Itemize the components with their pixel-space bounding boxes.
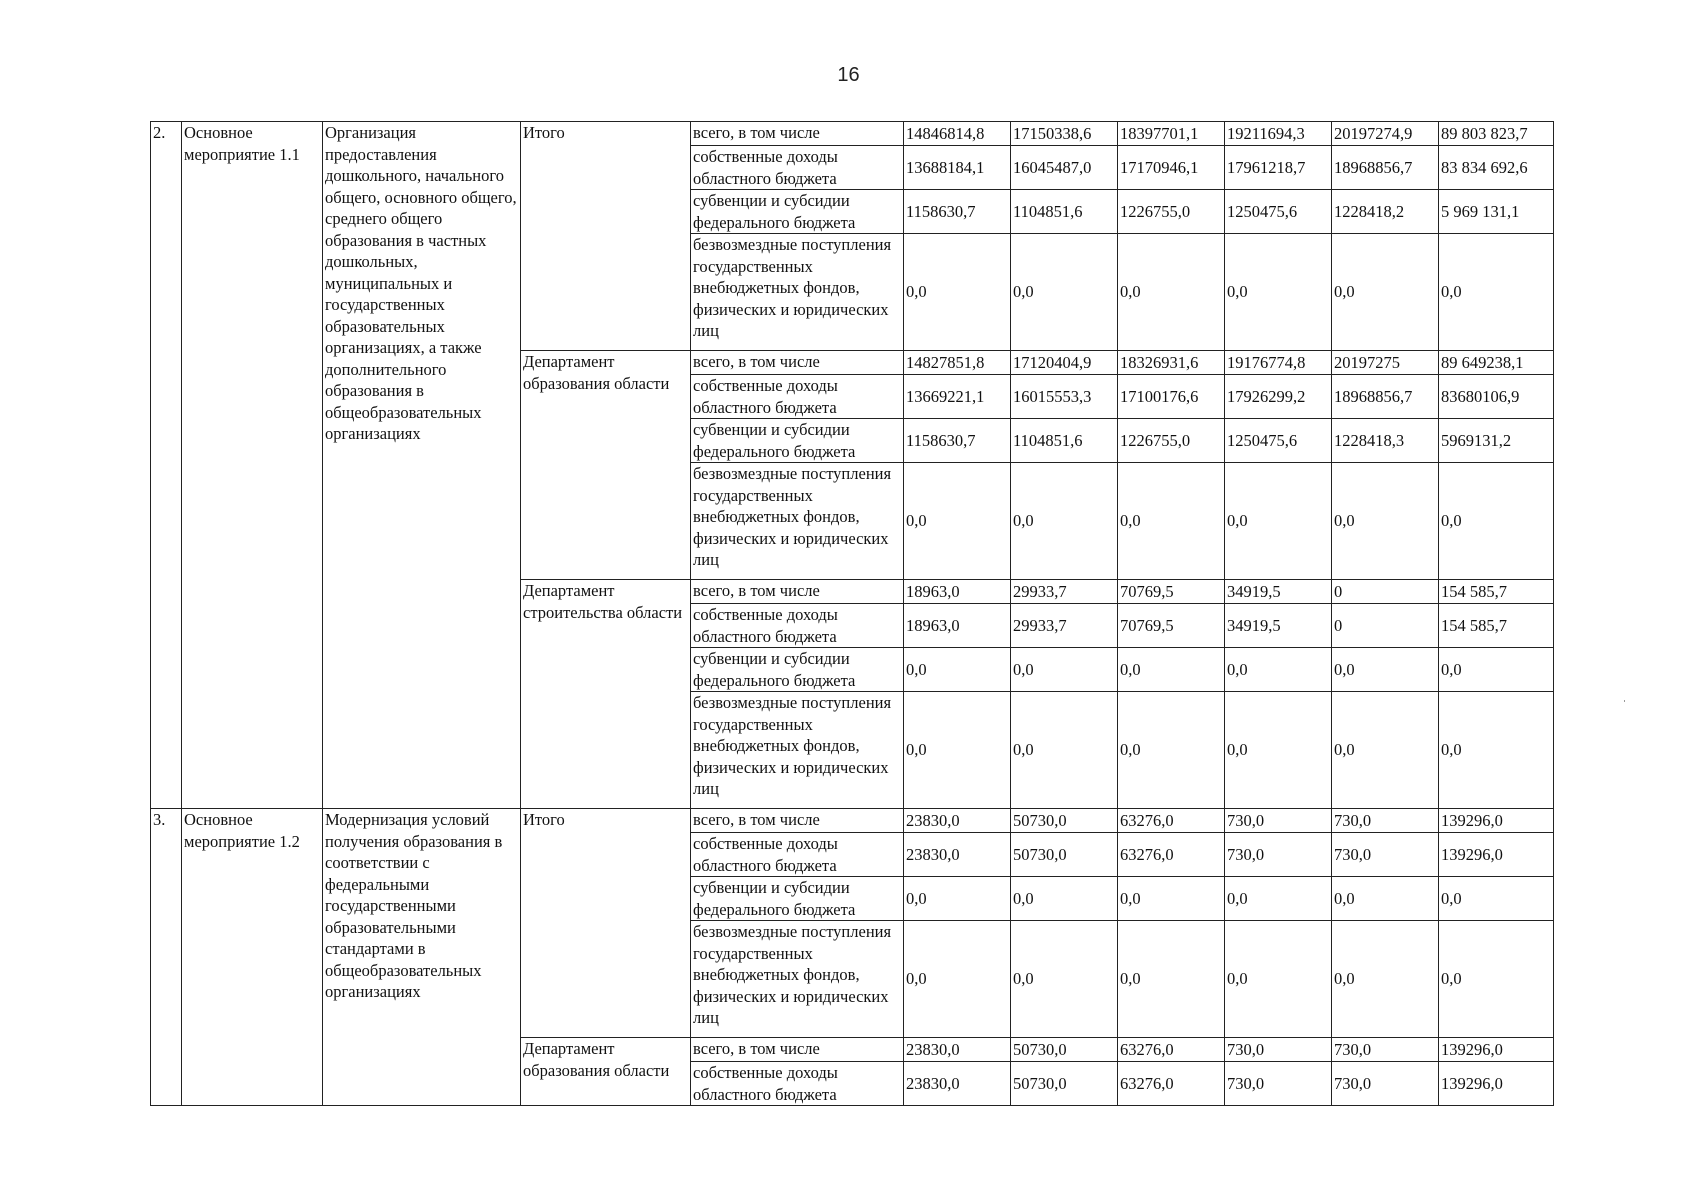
value-cell: 63276,0 (1118, 1038, 1225, 1062)
value-cell: 0 (1332, 604, 1439, 648)
funding-source: всего, в том числе (691, 809, 904, 833)
value-cell: 0,0 (1439, 921, 1554, 1038)
funding-source: собственные доходы областного бюджета (691, 604, 904, 648)
value-cell: 18397701,1 (1118, 122, 1225, 146)
value-cell: 89 803 823,7 (1439, 122, 1554, 146)
value-cell: 0,0 (1332, 921, 1439, 1038)
value-cell: 63276,0 (1118, 1062, 1225, 1106)
value-cell: 1158630,7 (904, 190, 1011, 234)
value-cell: 5 969 131,1 (1439, 190, 1554, 234)
funding-source: всего, в том числе (691, 122, 904, 146)
funding-source: всего, в том числе (691, 580, 904, 604)
value-cell: 14846814,8 (904, 122, 1011, 146)
value-cell: 0,0 (1439, 648, 1554, 692)
funding-source: субвенции и субсидии федерального бюджета (691, 648, 904, 692)
value-cell: 34919,5 (1225, 580, 1332, 604)
value-cell: 17150338,6 (1011, 122, 1118, 146)
value-cell: 0,0 (1332, 463, 1439, 580)
value-cell: 23830,0 (904, 833, 1011, 877)
value-cell: 63276,0 (1118, 809, 1225, 833)
value-cell: 70769,5 (1118, 580, 1225, 604)
funding-source: безвозмездные поступления государственных внебюджетных фондов, физических и юридических лиц (691, 692, 904, 809)
value-cell: 0,0 (1332, 877, 1439, 921)
value-cell: 17170946,1 (1118, 146, 1225, 190)
value-cell: 13688184,1 (904, 146, 1011, 190)
value-cell: 89 649238,1 (1439, 351, 1554, 375)
value-cell: 0,0 (1118, 877, 1225, 921)
value-cell: 154 585,7 (1439, 604, 1554, 648)
value-cell: 1228418,2 (1332, 190, 1439, 234)
value-cell: 1226755,0 (1118, 190, 1225, 234)
value-cell: 17926299,2 (1225, 375, 1332, 419)
value-cell: 50730,0 (1011, 1038, 1118, 1062)
value-cell: 63276,0 (1118, 833, 1225, 877)
value-cell: 730,0 (1225, 1038, 1332, 1062)
value-cell: 0,0 (1225, 648, 1332, 692)
value-cell: 0,0 (1332, 234, 1439, 351)
value-cell: 1228418,3 (1332, 419, 1439, 463)
value-cell: 0,0 (1225, 463, 1332, 580)
value-cell: 18963,0 (904, 604, 1011, 648)
value-cell: 0,0 (1011, 877, 1118, 921)
value-cell: 23830,0 (904, 809, 1011, 833)
funding-source: собственные доходы областного бюджета (691, 833, 904, 877)
value-cell: 34919,5 (1225, 604, 1332, 648)
value-cell: 0,0 (1439, 877, 1554, 921)
executor-name: Департамент строительства области (521, 580, 691, 809)
value-cell: 1104851,6 (1011, 190, 1118, 234)
funding-source: безвозмездные поступления государственных внебюджетных фондов, физических и юридических лиц (691, 463, 904, 580)
value-cell: 0,0 (1118, 463, 1225, 580)
value-cell: 0,0 (1118, 921, 1225, 1038)
executor-name: Итого (521, 122, 691, 351)
value-cell: 0,0 (1439, 234, 1554, 351)
measure-title: Организация предоставления дошкольного, начального общего, основного общего, среднего общего образования в частных дошкольных, муниципальных и государственных образовательных организациях, а также дополнительного образования в общеобразовательных организациях (323, 122, 521, 809)
value-cell: 1226755,0 (1118, 419, 1225, 463)
value-cell: 0,0 (1011, 648, 1118, 692)
funding-source: собственные доходы областного бюджета (691, 375, 904, 419)
value-cell: 154 585,7 (1439, 580, 1554, 604)
funding-source: собственные доходы областного бюджета (691, 146, 904, 190)
value-cell: 29933,7 (1011, 604, 1118, 648)
value-cell: 18968856,7 (1332, 375, 1439, 419)
value-cell: 50730,0 (1011, 1062, 1118, 1106)
measure-name: Основное мероприятие 1.1 (182, 122, 323, 809)
value-cell: 23830,0 (904, 1038, 1011, 1062)
section-number: 3. (151, 809, 182, 1106)
value-cell: 730,0 (1332, 1062, 1439, 1106)
value-cell: 0,0 (904, 921, 1011, 1038)
value-cell: 1250475,6 (1225, 419, 1332, 463)
value-cell: 0,0 (1439, 692, 1554, 809)
funding-source: безвозмездные поступления государственных внебюджетных фондов, физических и юридических лиц (691, 234, 904, 351)
funding-source: субвенции и субсидии федерального бюджета (691, 877, 904, 921)
executor-name: Департамент образования области (521, 351, 691, 580)
value-cell: 5969131,2 (1439, 419, 1554, 463)
value-cell: 83680106,9 (1439, 375, 1554, 419)
budget-table-body (151, 122, 1554, 1106)
executor-name: Департамент образования области (521, 1038, 691, 1106)
funding-source: безвозмездные поступления государственных внебюджетных фондов, физических и юридических лиц (691, 921, 904, 1038)
value-cell: 0,0 (1332, 692, 1439, 809)
value-cell: 20197275 (1332, 351, 1439, 375)
value-cell: 14827851,8 (904, 351, 1011, 375)
value-cell: 139296,0 (1439, 1062, 1554, 1106)
value-cell: 0 (1332, 580, 1439, 604)
value-cell: 0,0 (1011, 692, 1118, 809)
value-cell: 0,0 (1225, 921, 1332, 1038)
value-cell: 16045487,0 (1011, 146, 1118, 190)
value-cell: 0,0 (1439, 463, 1554, 580)
value-cell: 730,0 (1225, 1062, 1332, 1106)
value-cell: 19176774,8 (1225, 351, 1332, 375)
value-cell: 1250475,6 (1225, 190, 1332, 234)
value-cell: 730,0 (1332, 833, 1439, 877)
measure-name: Основное мероприятие 1.2 (182, 809, 323, 1106)
value-cell: 13669221,1 (904, 375, 1011, 419)
scan-mark (1624, 700, 1625, 702)
measure-title: Модернизация условий получения образования в соответствии с федеральными государственными образовательными стандартами в общеобразовательных организациях (323, 809, 521, 1106)
value-cell: 17120404,9 (1011, 351, 1118, 375)
value-cell: 0,0 (904, 877, 1011, 921)
value-cell: 18326931,6 (1118, 351, 1225, 375)
value-cell: 0,0 (1118, 692, 1225, 809)
value-cell: 16015553,3 (1011, 375, 1118, 419)
value-cell: 1104851,6 (1011, 419, 1118, 463)
value-cell: 730,0 (1332, 809, 1439, 833)
value-cell: 139296,0 (1439, 809, 1554, 833)
value-cell: 50730,0 (1011, 833, 1118, 877)
value-cell: 23830,0 (904, 1062, 1011, 1106)
value-cell: 1158630,7 (904, 419, 1011, 463)
value-cell: 20197274,9 (1332, 122, 1439, 146)
value-cell: 0,0 (1225, 877, 1332, 921)
page-number: 16 (837, 64, 860, 86)
value-cell: 19211694,3 (1225, 122, 1332, 146)
value-cell: 83 834 692,6 (1439, 146, 1554, 190)
value-cell: 0,0 (1011, 234, 1118, 351)
funding-source: всего, в том числе (691, 351, 904, 375)
funding-source: всего, в том числе (691, 1038, 904, 1062)
section-number: 2. (151, 122, 182, 809)
value-cell: 730,0 (1332, 1038, 1439, 1062)
value-cell: 730,0 (1225, 833, 1332, 877)
funding-source: субвенции и субсидии федерального бюджета (691, 419, 904, 463)
value-cell: 18968856,7 (1332, 146, 1439, 190)
value-cell: 29933,7 (1011, 580, 1118, 604)
table-row (151, 122, 1554, 146)
value-cell: 0,0 (904, 648, 1011, 692)
value-cell: 0,0 (904, 234, 1011, 351)
value-cell: 17100176,6 (1118, 375, 1225, 419)
value-cell: 0,0 (1118, 234, 1225, 351)
value-cell: 70769,5 (1118, 604, 1225, 648)
value-cell: 0,0 (1225, 234, 1332, 351)
value-cell: 730,0 (1225, 809, 1332, 833)
table-row (151, 809, 1554, 833)
budget-table (150, 121, 1554, 1106)
funding-source: субвенции и субсидии федерального бюджета (691, 190, 904, 234)
value-cell: 18963,0 (904, 580, 1011, 604)
value-cell: 139296,0 (1439, 1038, 1554, 1062)
value-cell: 0,0 (1225, 692, 1332, 809)
value-cell: 0,0 (1332, 648, 1439, 692)
value-cell: 0,0 (904, 692, 1011, 809)
value-cell: 0,0 (904, 463, 1011, 580)
value-cell: 0,0 (1118, 648, 1225, 692)
value-cell: 0,0 (1011, 463, 1118, 580)
funding-source: собственные доходы областного бюджета (691, 1062, 904, 1106)
value-cell: 50730,0 (1011, 809, 1118, 833)
value-cell: 17961218,7 (1225, 146, 1332, 190)
value-cell: 139296,0 (1439, 833, 1554, 877)
executor-name: Итого (521, 809, 691, 1038)
value-cell: 0,0 (1011, 921, 1118, 1038)
